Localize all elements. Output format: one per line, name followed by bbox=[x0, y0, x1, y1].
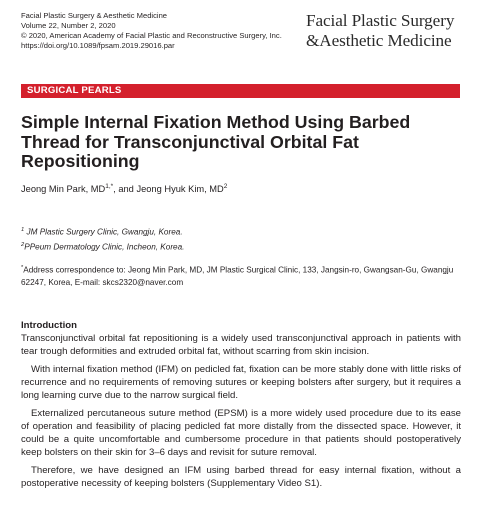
author-superscript: 1,* bbox=[105, 183, 114, 190]
body-paragraph: Externalized percutaneous suture method (EPSM) is a more widely used procedure due to its ease of operation and feasibility of placing pedicled fat more distally from the dissected space. However, it could be a quite uncomfortable and cumbersome procedure in that patients should postoperatively keep bolsters on their skin for 3–6 days and revisit for suture removal. bbox=[21, 408, 461, 458]
affiliations bbox=[21, 224, 184, 254]
author-line bbox=[21, 181, 227, 195]
journal-volume: Volume 22, Number 2, 2020 bbox=[21, 21, 116, 30]
article-body bbox=[21, 332, 461, 495]
journal-meta bbox=[21, 11, 282, 51]
category-banner bbox=[21, 84, 460, 98]
author-superscript: 2 bbox=[223, 183, 228, 190]
journal-copyright: © 2020, American Academy of Facial Plastic and Reconstructive Surgery, Inc. bbox=[21, 31, 282, 40]
journal-logo bbox=[306, 11, 454, 51]
logo-line-1: Facial Plastic Surgery bbox=[306, 11, 455, 30]
correspondence-marker: * bbox=[21, 265, 24, 271]
logo-line-2: &Aesthetic Medicine bbox=[306, 31, 452, 50]
correspondence-note bbox=[21, 262, 461, 290]
body-paragraph: Transconjunctival orbital fat repositioning is a widely used transconjunctival approach in patients with tear trough deformities and extruded orbital fat, without scarring from skin incision. bbox=[21, 333, 461, 357]
author-name: Jeong Min Park, MD bbox=[21, 184, 106, 195]
affiliation-number: 1 bbox=[21, 227, 25, 233]
correspondence-text: Address correspondence to: Jeong Min Park, MD, JM Plastic Surgical Clinic, 133, Jangsin-ro, Gwangsan-Gu, Gwangju 62247, Korea, E-mail: skcs2320@naver.com bbox=[21, 265, 454, 288]
journal-doi[interactable]: https://doi.org/10.1089/fpsam.2019.29016.par bbox=[21, 41, 175, 50]
affiliation-text: PPeum Dermatology Clinic, Incheon, Korea. bbox=[24, 242, 185, 252]
affiliation-item bbox=[21, 239, 184, 254]
affiliation-item bbox=[21, 224, 184, 239]
category-label: SURGICAL PEARLS bbox=[27, 85, 122, 96]
author-name: Jeong Hyuk Kim, MD bbox=[136, 184, 224, 195]
section-heading: Introduction bbox=[21, 320, 77, 331]
affiliation-text: JM Plastic Surgery Clinic, Gwangju, Korea. bbox=[26, 227, 183, 237]
body-paragraph: Therefore, we have designed an IFM using barbed thread for easy internal fixation, without a postoperative necessity of keeping bolsters (Supplementary Video S1). bbox=[21, 465, 461, 489]
article-title: Simple Internal Fixation Method Using Barbed Thread for Transconjunctival Orbital Fat Repositioning bbox=[21, 112, 411, 171]
journal-name: Facial Plastic Surgery & Aesthetic Medicine bbox=[21, 11, 168, 20]
body-paragraph: With internal fixation method (IFM) on pedicled fat, fixation can be more stably done with little risks of recurrence and no requirements of removing sutures or keeping bolsters after surgery, but it requires a long learning curve due to the narrow surgical field. bbox=[21, 364, 461, 401]
author-separator: , and bbox=[113, 184, 137, 195]
affiliation-number: 2 bbox=[21, 242, 25, 249]
